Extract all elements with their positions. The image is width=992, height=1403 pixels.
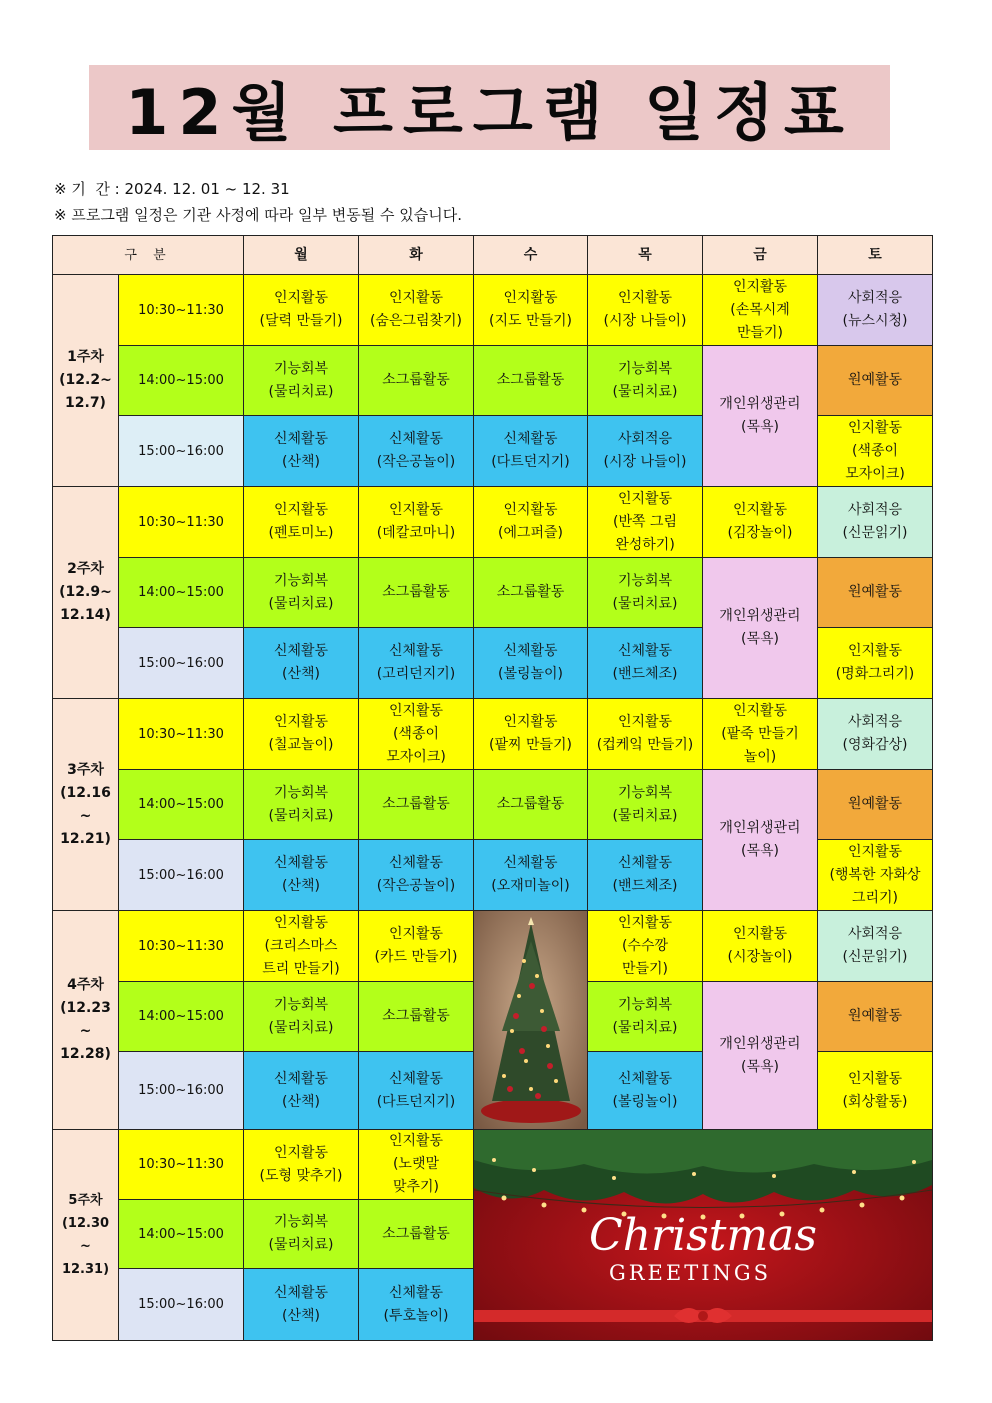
activity-cell: 소그룹활동: [474, 558, 588, 628]
activity-cell: 개인위생관리 (목욕): [703, 558, 818, 699]
activity-cell: 원예활동: [818, 770, 933, 840]
greeting-title: Christmas: [589, 1210, 817, 1261]
activity-cell: 인지활동 (색종이 모자이크): [818, 416, 933, 487]
activity-cell: 신체활동 (산책): [244, 840, 359, 911]
time-slot: 10:30~11:30: [119, 911, 244, 982]
table-row: [53, 346, 933, 416]
activity-cell: 기능회복 (물리치료): [244, 558, 359, 628]
activity-cell: 기능회복 (물리치료): [588, 558, 703, 628]
activity-cell: 사회적응 (시장 나들이): [588, 416, 703, 487]
time-slot: 14:00~15:00: [119, 1200, 244, 1269]
activity-cell: 원예활동: [818, 346, 933, 416]
day-header-mon: 월: [244, 236, 359, 275]
page-title: 12월 프로그램 일정표: [125, 76, 854, 149]
day-header-tue: 화: [359, 236, 474, 275]
time-slot: 14:00~15:00: [119, 346, 244, 416]
activity-cell: 기능회복 (물리치료): [244, 770, 359, 840]
activity-cell: 사회적응 (영화감상): [818, 699, 933, 770]
activity-cell: 기능회복 (물리치료): [588, 770, 703, 840]
table-row: [53, 911, 933, 982]
time-slot: 14:00~15:00: [119, 982, 244, 1052]
day-header-sat: 토: [818, 236, 933, 275]
table-row: [53, 1130, 933, 1200]
activity-cell: 소그룹활동: [359, 982, 474, 1052]
table-row: [53, 558, 933, 628]
activity-cell: 소그룹활동: [474, 346, 588, 416]
activity-cell: 개인위생관리 (목욕): [703, 346, 818, 487]
division-header: 구 분: [53, 236, 244, 275]
activity-cell: 신체활동 (다트던지기): [359, 1052, 474, 1130]
time-slot: 10:30~11:30: [119, 699, 244, 770]
activity-cell: 소그룹활동: [474, 770, 588, 840]
activity-cell: 인지활동 (숨은그림찾기): [359, 275, 474, 346]
activity-cell: 신체활동 (볼링놀이): [474, 628, 588, 699]
activity-cell: 인지활동 (명화그리기): [818, 628, 933, 699]
activity-cell: 사회적응 (신문읽기): [818, 487, 933, 558]
activity-cell: 인지활동 (반쪽 그림 완성하기): [588, 487, 703, 558]
activity-cell: 신체활동 (오재미놀이): [474, 840, 588, 911]
activity-cell: 인지활동 (도형 맞추기): [244, 1130, 359, 1200]
header-row: [53, 236, 933, 275]
greeting-subtitle: GREETINGS: [608, 1261, 772, 1285]
activity-cell: 신체활동 (고리던지기): [359, 628, 474, 699]
activity-cell: 인지활동 (데칼코마니): [359, 487, 474, 558]
time-slot: 15:00~16:00: [119, 840, 244, 911]
period-note: ※ 기 간 : 2024. 12. 01 ~ 12. 31: [54, 180, 290, 198]
christmas-tree-image: [474, 911, 588, 1130]
activity-cell: 소그룹활동: [359, 558, 474, 628]
activity-cell: 인지활동 (손목시계 만들기): [703, 275, 818, 346]
time-slot: 15:00~16:00: [119, 1052, 244, 1130]
table-row: [53, 275, 933, 346]
activity-cell: 인지활동 (컵케잌 만들기): [588, 699, 703, 770]
activity-cell: 인지활동 (달력 만들기): [244, 275, 359, 346]
activity-cell: 사회적응 (뉴스시청): [818, 275, 933, 346]
time-slot: 10:30~11:30: [119, 275, 244, 346]
activity-cell: 기능회복 (물리치료): [588, 982, 703, 1052]
table-row: [53, 487, 933, 558]
activity-cell: 인지활동 (행복한 자화상 그리기): [818, 840, 933, 911]
activity-cell: 신체활동 (밴드체조): [588, 628, 703, 699]
activity-cell: 소그룹활동: [359, 770, 474, 840]
activity-cell: 기능회복 (물리치료): [244, 1200, 359, 1269]
activity-cell: 신체활동 (산책): [244, 416, 359, 487]
activity-cell: 신체활동 (작은공놀이): [359, 840, 474, 911]
activity-cell: 신체활동 (산책): [244, 1269, 359, 1341]
activity-cell: 신체활동 (산책): [244, 628, 359, 699]
christmas-greeting-card: [474, 1130, 932, 1340]
activity-cell: 인지활동 (수수깡 만들기): [588, 911, 703, 982]
activity-cell: 인지활동 (지도 만들기): [474, 275, 588, 346]
activity-cell: 인지활동 (시장놀이): [703, 911, 818, 982]
day-header-wed: 수: [474, 236, 588, 275]
activity-cell: 신체활동 (작은공놀이): [359, 416, 474, 487]
day-header-fri: 금: [703, 236, 818, 275]
time-slot: 15:00~16:00: [119, 1269, 244, 1341]
title-banner: [89, 65, 890, 150]
activity-cell: 기능회복 (물리치료): [244, 346, 359, 416]
activity-cell: 원예활동: [818, 982, 933, 1052]
activity-cell: 소그룹활동: [359, 346, 474, 416]
time-slot: 14:00~15:00: [119, 558, 244, 628]
activity-cell: 개인위생관리 (목욕): [703, 770, 818, 911]
activity-cell: 인지활동 (김장놀이): [703, 487, 818, 558]
time-slot: 15:00~16:00: [119, 416, 244, 487]
activity-cell: 인지활동 (노랫말 맞추기): [359, 1130, 474, 1200]
activity-cell: 기능회복 (물리치료): [244, 982, 359, 1052]
week-label: 3주차 (12.16 ~ 12.21): [53, 699, 119, 911]
activity-cell: 신체활동 (산책): [244, 1052, 359, 1130]
time-slot: 14:00~15:00: [119, 770, 244, 840]
time-slot: 15:00~16:00: [119, 628, 244, 699]
activity-cell: 원예활동: [818, 558, 933, 628]
table-row: [53, 699, 933, 770]
activity-cell: 인지활동 (펜토미노): [244, 487, 359, 558]
activity-cell: 인지활동 (시장 나들이): [588, 275, 703, 346]
week-label: 4주차 (12.23 ~ 12.28): [53, 911, 119, 1130]
time-slot: 10:30~11:30: [119, 487, 244, 558]
activity-cell: 신체활동 (밴드체조): [588, 840, 703, 911]
activity-cell: 인지활동 (팥찌 만들기): [474, 699, 588, 770]
activity-cell: 인지활동 (팥죽 만들기 놀이): [703, 699, 818, 770]
christmas-greeting-image: [474, 1130, 933, 1341]
week-label: 5주차 (12.30 ~ 12.31): [53, 1130, 119, 1341]
week-label: 2주차 (12.9~ 12.14): [53, 487, 119, 699]
activity-cell: 개인위생관리 (목욕): [703, 982, 818, 1130]
time-slot: 10:30~11:30: [119, 1130, 244, 1200]
activity-cell: 인지활동 (카드 만들기): [359, 911, 474, 982]
christmas-tree-icon: [474, 911, 588, 1129]
activity-cell: 사회적응 (신문읽기): [818, 911, 933, 982]
table-row: [53, 770, 933, 840]
activity-cell: 인지활동 (에그퍼즐): [474, 487, 588, 558]
day-header-thu: 목: [588, 236, 703, 275]
activity-cell: 인지활동 (크리스마스 트리 만들기): [244, 911, 359, 982]
week-label: 1주차 (12.2~ 12.7): [53, 275, 119, 487]
activity-cell: 신체활동 (볼링놀이): [588, 1052, 703, 1130]
change-note: ※ 프로그램 일정은 기관 사정에 따라 일부 변동될 수 있습니다.: [54, 206, 463, 224]
activity-cell: 기능회복 (물리치료): [588, 346, 703, 416]
schedule-table: [52, 235, 933, 1341]
activity-cell: 인지활동 (회상활동): [818, 1052, 933, 1130]
activity-cell: 신체활동 (투호놀이): [359, 1269, 474, 1341]
activity-cell: 소그룹활동: [359, 1200, 474, 1269]
activity-cell: 인지활동 (칠교놀이): [244, 699, 359, 770]
activity-cell: 인지활동 (색종이 모자이크): [359, 699, 474, 770]
activity-cell: 신체활동 (다트던지기): [474, 416, 588, 487]
